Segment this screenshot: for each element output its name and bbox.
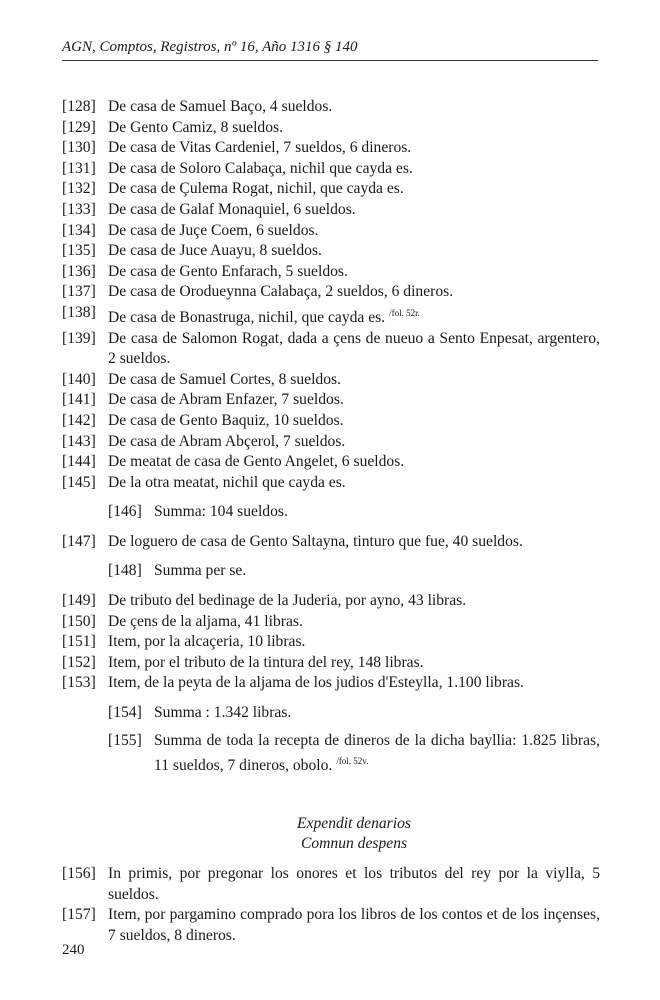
entry-text: De la otra meatat, nichil que cayda es.: [108, 473, 346, 491]
entry-text: De casa de Gento Enfarach, 5 sueldos.: [108, 262, 348, 280]
entry-text: De casa de Soloro Calabaça, nichil que cayda es.: [108, 159, 413, 177]
entry-text: De casa de Juçe Coem, 6 sueldos.: [108, 221, 319, 239]
section-heading-line-1: Expendit denarios: [297, 814, 411, 832]
entry-139: [62, 329, 600, 370]
entry-text: Summa: 104 sueldos.: [154, 503, 288, 521]
entry-row: [62, 653, 600, 674]
entry-number: [140]: [62, 370, 96, 388]
entry-number: [146]: [108, 503, 142, 521]
entry-138: [62, 303, 600, 329]
entry-number: [145]: [62, 473, 96, 491]
entry-row: [62, 632, 600, 653]
entry-row: [62, 97, 600, 118]
entry-text: Summa per se.: [154, 562, 247, 580]
entry-text: De casa de Abram Abçerol, 7 sueldos.: [108, 432, 346, 450]
entry-row: [62, 864, 600, 905]
entry-number: [136]: [62, 262, 96, 280]
entry-number: [149]: [62, 592, 96, 610]
entry-row: [62, 138, 600, 159]
entry-text: Item, por pargamino comprado pora los libros de los contos et de los inçenses, 7 sueldos, 8 dineros.: [108, 906, 600, 944]
entry-row: [62, 118, 600, 139]
entry-number: [128]: [62, 98, 96, 115]
entry-number: [139]: [62, 329, 96, 347]
entry-number: [131]: [62, 159, 96, 177]
entry-number: [141]: [62, 391, 96, 409]
entry-text: De casa de Çulema Rogat, nichil, que cayda es.: [108, 180, 404, 198]
page-number: 240: [62, 942, 85, 958]
summa-146: [108, 502, 600, 523]
entry-group-c: [62, 591, 600, 694]
entry-number: [133]: [62, 200, 96, 218]
entry-row: [62, 905, 600, 946]
summa-154: [108, 703, 600, 724]
entry-row: [62, 432, 600, 453]
entry-147: [62, 532, 600, 553]
entry-number: [142]: [62, 411, 96, 429]
entry-number: [147]: [62, 532, 96, 550]
entry-row: [62, 411, 600, 432]
entry-text: De meatat de casa de Gento Angelet, 6 sueldos.: [108, 453, 405, 471]
entry-text: De casa de Samuel Cortes, 8 sueldos.: [108, 370, 341, 388]
entry-row: [62, 452, 600, 473]
entry-row: [62, 591, 600, 612]
header-rule: [62, 60, 598, 61]
entry-text: De casa de Samuel Baço, 4 sueldos.: [108, 98, 333, 115]
entry-text: De loguero de casa de Gento Saltayna, tinturo que fue, 40 sueldos.: [108, 532, 523, 550]
entry-row: [62, 200, 600, 221]
entry-group-d: [62, 864, 600, 946]
entry-row: [62, 159, 600, 180]
section-heading-line-2: Comnun despens: [300, 835, 408, 853]
entry-text: De casa de Abram Enfazer, 7 sueldos.: [108, 391, 344, 409]
entry-text: De casa de Orodueynna Calabaça, 2 sueldos, 6 dineros.: [108, 283, 454, 301]
entry-number: [157]: [62, 906, 96, 924]
folio-marker: /fol. 52v.: [336, 756, 369, 767]
entry-group-a: [62, 97, 600, 303]
entry-number: [143]: [62, 432, 96, 450]
entry-number: [129]: [62, 118, 96, 136]
entry-number: [130]: [62, 139, 96, 157]
entries: [62, 97, 600, 946]
entry-text: Item, por la alcaçeria, 10 libras.: [108, 633, 306, 651]
entry-text: De casa de Bonastruga, nichil, que cayda es. $^{/fol. 52r.}$: [108, 307, 420, 326]
entry-text: De casa de Gento Baquiz, 10 sueldos.: [108, 411, 344, 429]
summa-148: [108, 561, 600, 582]
entry-number: [153]: [62, 674, 96, 692]
entry-number: [155]: [108, 731, 142, 749]
entry-row: [62, 179, 600, 200]
entry-number: [156]: [62, 865, 96, 882]
entry-text: De casa de Juce Auayu, 8 sueldos.: [108, 242, 322, 260]
entry-text: Summa : 1.342 libras.: [154, 704, 292, 722]
entry-number: [150]: [62, 612, 96, 630]
entry-text: Summa de toda la recepta de dineros de la dicha bayllia: 1.825 libras, 11 sueldos, 7 dineros, obolo. $^{/fol. 52v.}$: [154, 731, 600, 775]
entry-number: [138]: [62, 303, 96, 321]
entry-number: [132]: [62, 180, 96, 198]
entry-row: [62, 221, 600, 242]
entry-row: [62, 612, 600, 633]
entry-number: [134]: [62, 221, 96, 239]
entry-text: Item, por el tributo de la tintura del rey, 148 libras.: [108, 653, 424, 671]
entry-text: De çens de la aljama, 41 libras.: [108, 612, 303, 630]
entry-number: [154]: [108, 704, 142, 722]
entry-number: [135]: [62, 242, 96, 260]
entry-group-b: [62, 370, 600, 494]
entry-text: De casa de Salomon Rogat, dada a çens de nueuo a Sento Enpesat, argentero, 2 sueldos.: [108, 329, 600, 368]
section-heading: [62, 814, 600, 855]
entry-number: [144]: [62, 453, 96, 471]
summa-155: [108, 731, 600, 777]
entry-row: [62, 282, 600, 303]
entry-row: [62, 673, 600, 694]
entry-row: [62, 370, 600, 391]
entry-row: [62, 262, 600, 283]
entry-number: [137]: [62, 283, 96, 301]
entry-text: Item, de la peyta de la aljama de los judios d'Esteylla, 1.100 libras.: [108, 674, 524, 692]
entry-text: In primis, por pregonar los onores et los tributos del rey por la viylla, 5 sueldos.: [108, 865, 600, 903]
entry-row: [62, 390, 600, 411]
running-header: AGN, Comptos, Registros, nº 16, Año 1316 § 140: [62, 39, 358, 55]
entry-text: De casa de Galaf Monaquiel, 6 sueldos.: [108, 200, 356, 218]
entry-text: De casa de Vitas Cardeniel, 7 sueldos, 6 dineros.: [108, 139, 412, 157]
entry-text: De Gento Camiz, 8 sueldos.: [108, 118, 283, 136]
entry-number: [148]: [108, 562, 142, 580]
folio-marker: /fol. 52r.: [389, 307, 420, 318]
entry-text: De tributo del bedinage de la Juderia, por ayno, 43 libras.: [108, 592, 467, 610]
entry-row: [62, 473, 600, 494]
entry-number: [152]: [62, 653, 96, 671]
entry-row: [62, 241, 600, 262]
entry-number: [151]: [62, 633, 96, 651]
